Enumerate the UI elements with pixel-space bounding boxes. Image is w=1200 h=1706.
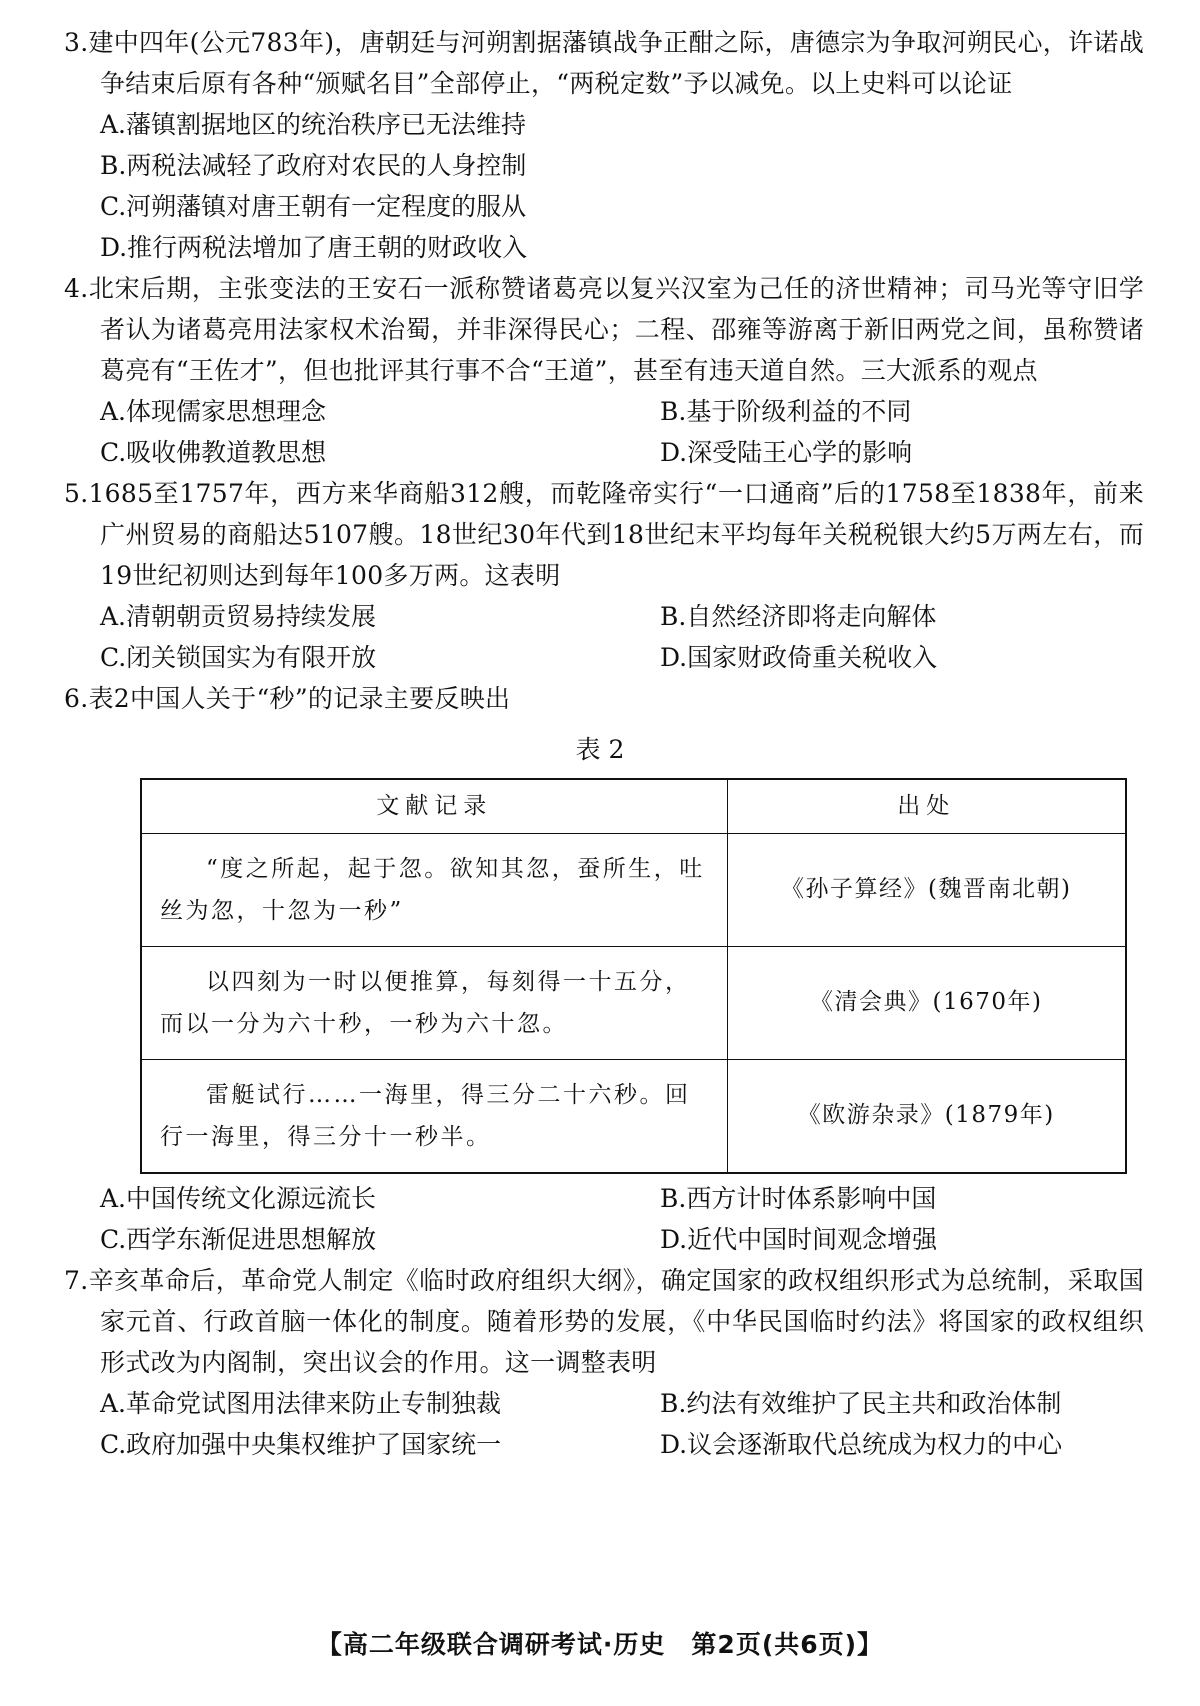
question-5-options <box>64 596 1144 678</box>
question-5-stem: 5.1685至1757年，西方来华商船312艘，而乾隆帝实行“一口通商”后的1758至1838年，前来广州贸易的商船达5107艘。18世纪30年代到18世纪末平均每年关税税银大约5万两左右，而19世纪初则达到每年100多万两。这表明 <box>64 479 1144 590</box>
table-cell-source: 《孙子算经》(魏晋南北朝) <box>727 833 1126 946</box>
question-3-option-b: B.两税法减轻了政府对农民的人身控制 <box>100 151 527 180</box>
table-caption: 表2 <box>575 735 633 764</box>
records-table <box>140 778 1127 1174</box>
question-6-option-b: B.西方计时体系影响中国 <box>660 1183 937 1213</box>
table-cell-record: “度之所起，起于忽。欲知其忽，蚕所生，吐丝为忽，十忽为一秒” <box>141 833 727 946</box>
table-cell-record: 以四刻为一时以便推算，每刻得一十五分，而以一分为六十秒，一秒为六十忽。 <box>141 946 727 1059</box>
table-header-source: 出处 <box>727 779 1126 833</box>
table-row <box>141 833 1126 946</box>
page-footer: 【高二年级联合调研考试·历史 第2页(共6页)】 <box>316 1630 884 1659</box>
table-row <box>141 1059 1126 1173</box>
question-5-option-b: B.自然经济即将走向解体 <box>660 602 937 631</box>
question-3-option-a: A.藩镇割据地区的统治秩序已无法维持 <box>100 110 527 139</box>
question-7-option-a: A.革命党试图用法律来防止专制独裁 <box>100 1388 502 1418</box>
question-3 <box>64 22 1144 268</box>
question-4-options <box>64 391 1144 473</box>
question-7-option-b: B.约法有效维护了民主共和政治体制 <box>660 1388 1062 1418</box>
table-cell-record: 雷艇试行……一海里，得三分二十六秒。回行一海里，得三分十一秒半。 <box>141 1059 727 1173</box>
table-cell-source: 《欧游杂录》(1879年) <box>727 1059 1126 1173</box>
question-6 <box>64 678 1144 1260</box>
question-4-option-c: C.吸收佛教道教思想 <box>100 438 327 467</box>
question-3-stem: 3.建中四年(公元783年)，唐朝廷与河朔割据藩镇战争正酣之际，唐德宗为争取河朔民心，许诺战争结束后原有各种“颁赋名目”全部停止，“两税定数”予以减免。以上史料可以论证 <box>64 28 1144 98</box>
question-7-option-d: D.议会逐渐取代总统成为权力的中心 <box>660 1429 1063 1459</box>
question-6-option-d: D.近代中国时间观念增强 <box>660 1224 938 1254</box>
question-4 <box>64 268 1144 473</box>
table-header-row <box>141 779 1126 833</box>
table-header-record: 文献记录 <box>141 779 727 833</box>
question-6-option-a: A.中国传统文化源远流长 <box>100 1183 377 1213</box>
question-7-options <box>64 1383 1144 1465</box>
question-6-options <box>64 1178 1144 1260</box>
question-5 <box>64 473 1144 678</box>
question-7 <box>64 1260 1144 1465</box>
question-6-stem: 6.表2中国人关于“秒”的记录主要反映出 <box>64 684 511 713</box>
question-4-stem: 4.北宋后期，主张变法的王安石一派称赞诸葛亮以复兴汉室为己任的济世精神；司马光等守旧学者认为诸葛亮用法家权术治蜀，并非深得民心；二程、邵雍等游离于新旧两党之间，虽称赞诸葛亮有“王佐才”，但也批评其行事不合“王道”，甚至有违天道自然。三大派系的观点 <box>64 274 1144 385</box>
question-5-option-d: D.国家财政倚重关税收入 <box>660 643 938 672</box>
question-5-option-c: C.闭关锁国实为有限开放 <box>100 643 377 672</box>
table-cell-source: 《清会典》(1670年) <box>727 946 1126 1059</box>
question-5-option-a: A.清朝朝贡贸易持续发展 <box>100 602 377 631</box>
question-7-stem: 7.辛亥革命后，革命党人制定《临时政府组织大纲》，确定国家的政权组织形式为总统制，采取国家元首、行政首脑一体化的制度。随着形势的发展，《中华民国临时约法》将国家的政权组织形式改为内阁制，突出议会的作用。这一调整表明 <box>64 1265 1144 1377</box>
question-3-option-d: D.推行两税法增加了唐王朝的财政收入 <box>100 233 528 262</box>
question-7-option-c: C.政府加强中央集权维护了国家统一 <box>100 1429 502 1459</box>
question-4-option-d: D.深受陆王心学的影响 <box>660 438 913 467</box>
question-4-option-b: B.基于阶级利益的不同 <box>660 397 912 426</box>
question-3-options <box>64 104 1144 268</box>
question-6-option-c: C.西学东渐促进思想解放 <box>100 1224 377 1254</box>
question-3-option-c: C.河朔藩镇对唐王朝有一定程度的服从 <box>100 192 527 221</box>
table-row <box>141 946 1126 1059</box>
question-4-option-a: A.体现儒家思想理念 <box>100 397 327 426</box>
